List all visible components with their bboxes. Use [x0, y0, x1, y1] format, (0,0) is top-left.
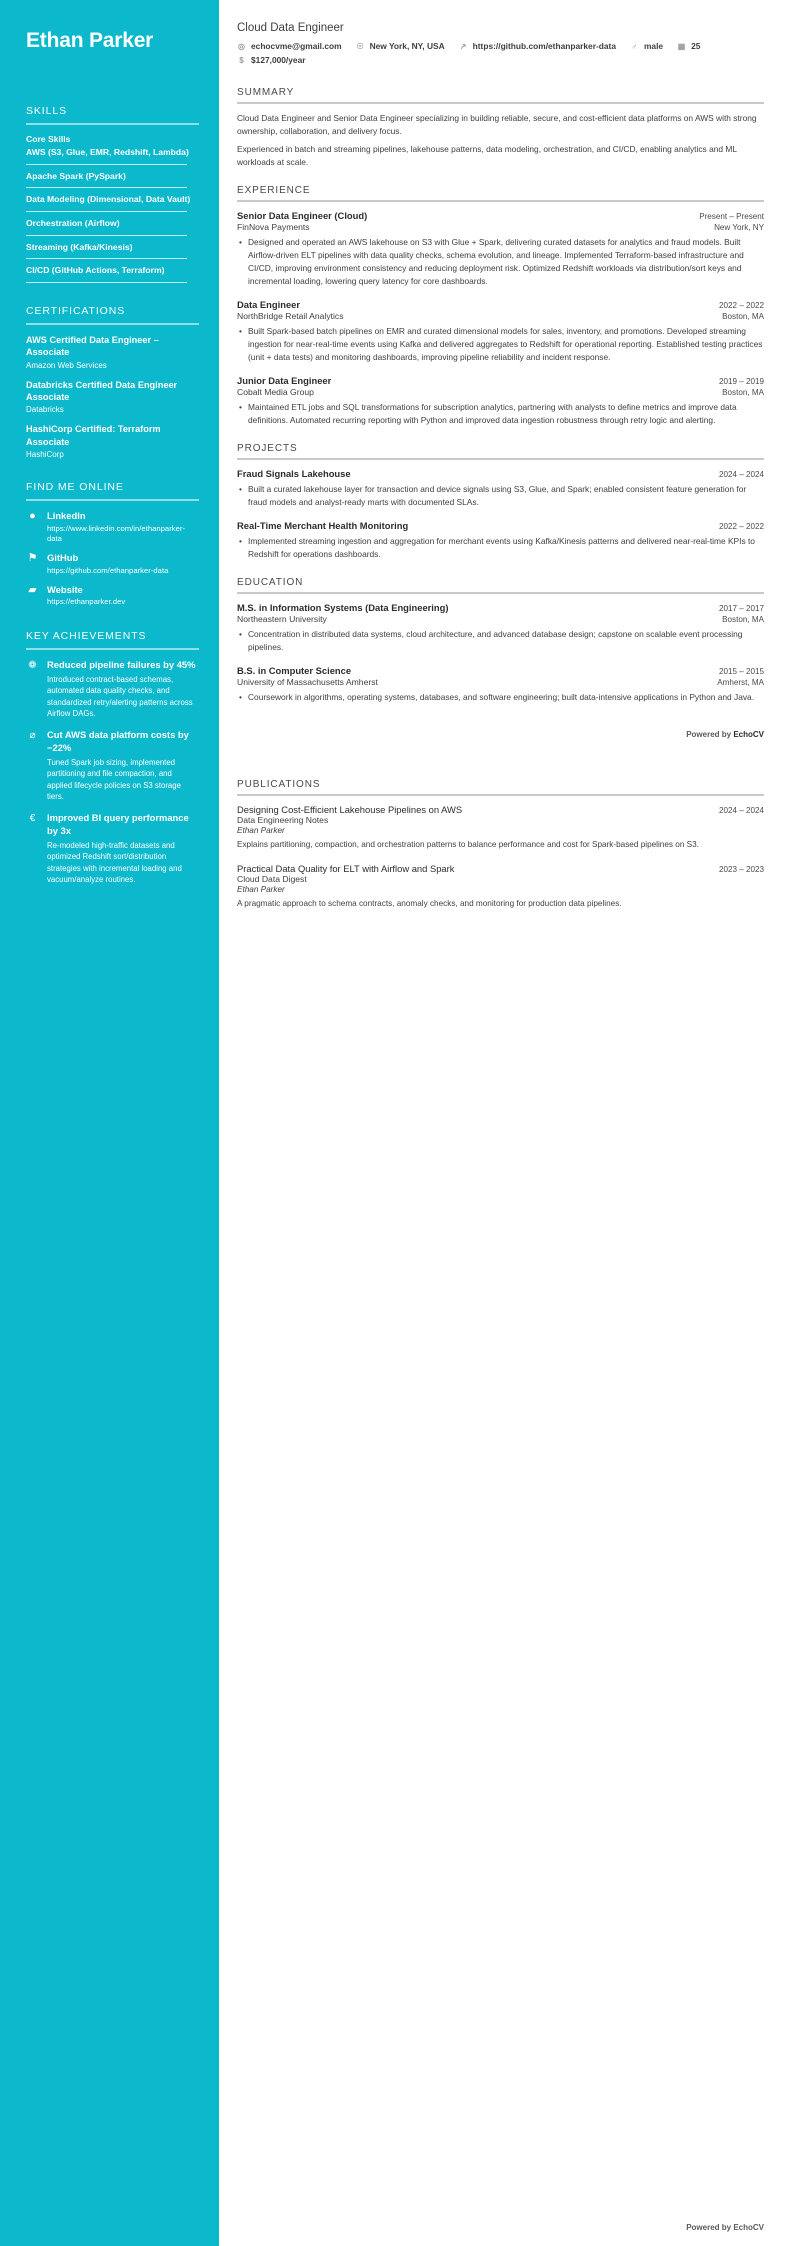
- entry-subheader: [237, 311, 764, 321]
- experience-entry: [237, 210, 764, 288]
- achievement-body: [47, 812, 199, 885]
- links-heading: FIND ME ONLINE: [26, 481, 124, 494]
- entry-subheader: [237, 677, 764, 687]
- publication-description: Explains partitioning, compaction, and orchestration patterns to balance performance and cost for Spark-based pipelines on S3.: [237, 840, 699, 850]
- section-publications: [237, 779, 764, 910]
- summary-rule: [237, 102, 764, 104]
- entry-organization: University of Massachusetts Amherst: [237, 677, 378, 688]
- online-link-body: [47, 510, 199, 544]
- skill-divider: [26, 211, 187, 212]
- powered-prefix-1: Powered by: [686, 730, 734, 740]
- bug-icon: ❁: [28, 659, 37, 671]
- publications-rule: [237, 794, 764, 796]
- entry-bullets: [237, 535, 764, 561]
- gender-icon: ♂: [631, 41, 638, 51]
- online-link-item[interactable]: [26, 510, 199, 544]
- entry-header: [237, 665, 764, 676]
- online-link-label: GitHub: [47, 552, 79, 564]
- skills-list: [26, 147, 199, 283]
- bell-off-icon: ⌀: [29, 730, 36, 742]
- achievement-item: [26, 729, 199, 802]
- certification-org: Amazon Web Services: [26, 360, 107, 370]
- online-link-label: Website: [47, 583, 83, 595]
- certification-name: Databricks Certified Data Engineer Associate: [26, 379, 178, 403]
- education-entry: [237, 665, 764, 704]
- achievement-title: Reduced pipeline failures by 45%: [47, 658, 196, 670]
- entry-bullet: • Concentration in distributed data systems, cloud architecture, and advanced database design; capstone on scalable event processing pipelines.: [237, 628, 764, 654]
- entry-bullet: • Coursework in algorithms, operating systems, databases, and software engineering; built data-intensive applications in Python and Java.: [237, 691, 764, 704]
- sidebar-section-skills: [26, 105, 199, 283]
- contact-value: 25: [691, 41, 701, 51]
- online-link-label: LinkedIn: [47, 510, 86, 522]
- publication-date: 2023 – 2023: [718, 864, 764, 874]
- projects-list: [237, 468, 764, 561]
- entry-location: Amherst, MA: [717, 678, 764, 688]
- education-entry: [237, 602, 764, 654]
- github-icon: ⚑: [27, 552, 38, 565]
- skill-divider: [26, 187, 187, 188]
- links-rule: [26, 499, 199, 501]
- entry-bullet: • Built a curated lakehouse layer for transaction and device signals using S3, Glue, and Spark; enabled consistent feature generation for fraud models and analyst-ready marts with documented SLAs.: [237, 483, 764, 509]
- publication-source: Cloud Data Digest: [237, 873, 307, 884]
- publication-entry: [237, 863, 764, 910]
- summary-heading: SUMMARY: [237, 87, 295, 98]
- links-list: [26, 510, 199, 607]
- salary-icon: $: [239, 55, 244, 65]
- entry-bullet: • Designed and operated an AWS lakehouse on S3 with Glue + Spark, delivering curated datasets for analytics and fraud models. Built Airflow-driven ELT pipelines with data quality checks, schema evolution, and lineage. Implemented Terraform-based infrastructure and CI/CD, improving environment consistency and reducing deployment risk. Optimized Redshift workloads via distribution/sort keys and incremental loading, lowering query latency for core dashboards.: [237, 236, 764, 288]
- contact-value: echocvme@gmail.com: [251, 41, 342, 51]
- entry-bullets: [237, 236, 764, 288]
- skill-item: Orchestration (Airflow): [26, 217, 120, 228]
- contact-item: [356, 41, 445, 51]
- entry-header: [237, 863, 764, 874]
- certification-org: HashiCorp: [26, 450, 64, 460]
- powered-by-footer-page2: [686, 2223, 764, 2232]
- experience-entry: [237, 375, 764, 427]
- certifications-rule: [26, 323, 199, 325]
- publication-date: 2024 – 2024: [718, 806, 764, 816]
- project-entry: [237, 468, 764, 509]
- achievement-description: Introduced contract-based schemas, automated data quality checks, and standardized retry/alerting patterns across Airflow DAGs.: [47, 674, 193, 718]
- online-link-body: [47, 584, 199, 608]
- certification-name: AWS Certified Data Engineer – Associate: [26, 334, 159, 358]
- skill-divider: [26, 258, 187, 259]
- experience-rule: [237, 200, 764, 202]
- contact-value: https://github.com/ethanparker-data: [472, 41, 616, 51]
- entry-header: [237, 468, 764, 479]
- entry-organization: FinNova Payments: [237, 222, 310, 233]
- publication-entry: [237, 804, 764, 851]
- section-projects: [237, 443, 764, 561]
- entry-location: Boston, MA: [722, 388, 764, 398]
- experience-list: [237, 210, 764, 427]
- skills-rule: [26, 123, 199, 125]
- entry-date: 2022 – 2022: [718, 522, 764, 532]
- entry-bullets: [237, 483, 764, 509]
- entry-location: New York, NY: [714, 223, 764, 233]
- skills-heading: SKILLS: [26, 105, 68, 118]
- skills-group-label: Core Skills: [26, 134, 71, 145]
- contact-item: [237, 55, 764, 65]
- entry-date: 2024 – 2024: [718, 470, 764, 480]
- skill-item: Streaming (Kafka/Kinesis): [26, 241, 133, 252]
- entry-subheader: [237, 222, 764, 232]
- education-list: [237, 602, 764, 704]
- entry-subheader: [237, 387, 764, 397]
- sidebar: [0, 0, 219, 2246]
- candidate-name: Ethan Parker: [26, 29, 154, 52]
- contact-item: [237, 41, 342, 51]
- powered-prefix-2: Powered by: [686, 2223, 734, 2232]
- publications-list: [237, 804, 764, 910]
- contact-info: [237, 41, 764, 65]
- certification-org: Databricks: [26, 405, 64, 415]
- section-experience: [237, 185, 764, 427]
- achievement-body: [47, 729, 199, 802]
- summary-body: [237, 112, 764, 169]
- certification-name: HashiCorp Certified: Terraform Associate: [26, 424, 161, 447]
- entry-header: [237, 375, 764, 386]
- entry-title: Junior Data Engineer: [237, 375, 332, 387]
- entry-location: Boston, MA: [722, 615, 764, 625]
- entry-header: [237, 602, 764, 613]
- entry-bullet: • Built Spark-based batch pipelines on EMR and curated dimensional models for sales, inventory, and promotions. Developed streaming ingestion for near-real-time events using Kafka and delivered aggregates to Redshift for operational reporting. Established testing practices (unit + data tests) and monitoring dashboards, improving pipeline reliability and incident response.: [237, 325, 764, 364]
- entry-subheader: [237, 614, 764, 624]
- sidebar-section-certifications: [26, 305, 199, 460]
- powered-by-footer-page1: [237, 730, 764, 739]
- contact-value: male: [643, 41, 664, 51]
- education-rule: [237, 592, 764, 594]
- certification-item: [26, 379, 199, 415]
- achievements-list: [26, 659, 199, 886]
- achievement-description: Tuned Spark job sizing, implemented partitioning and file compaction, and applied lifecycle policies on S3 storage tiers.: [47, 757, 181, 801]
- skill-divider: [26, 282, 187, 283]
- projects-heading: PROJECTS: [237, 443, 298, 455]
- calendar-icon: ▦: [677, 41, 686, 51]
- certification-item: [26, 423, 199, 459]
- contact-item: [677, 41, 700, 51]
- skill-item: AWS (S3, Glue, EMR, Redshift, Lambda): [26, 147, 189, 158]
- entry-header: [237, 210, 764, 221]
- section-education: [237, 577, 764, 704]
- entry-organization: NorthBridge Retail Analytics: [237, 311, 344, 322]
- location-icon: ☉: [356, 41, 364, 51]
- linkedin-icon: ●: [29, 510, 36, 523]
- entry-title: Data Engineer: [237, 299, 301, 311]
- entry-date: 2022 – 2022: [718, 301, 764, 311]
- experience-heading: EXPERIENCE: [237, 185, 311, 197]
- entry-title: M.S. in Information Systems (Data Engineering): [237, 602, 449, 614]
- entry-organization: Cobalt Media Group: [237, 387, 314, 398]
- entry-title: Fraud Signals Lakehouse: [237, 468, 351, 480]
- entry-header: [237, 520, 764, 531]
- section-summary: [237, 87, 764, 169]
- certifications-heading: CERTIFICATIONS: [26, 304, 126, 317]
- link-icon: ↗: [459, 41, 467, 51]
- achievement-description: Re-modeled high-traffic datasets and optimized Redshift sort/distribution strategies with incremental loading and vacuum/analyze routines.: [47, 840, 182, 884]
- email-icon: ◎: [238, 41, 245, 51]
- entry-title: Real-Time Merchant Health Monitoring: [237, 520, 409, 532]
- summary-paragraph: Cloud Data Engineer and Senior Data Engineer specializing in building reliable, secure, and cost-efficient data platforms on AWS with strong ownership, collaboration, and delivery focus.: [237, 113, 757, 137]
- powered-brand-1: EchoCV: [733, 730, 764, 740]
- powered-brand-2: EchoCV: [733, 2223, 764, 2232]
- entry-date: 2017 – 2017: [718, 604, 764, 614]
- sidebar-section-links: [26, 481, 199, 607]
- entry-date: Present – Present: [699, 212, 764, 222]
- contact-value: $127,000/year: [251, 55, 306, 65]
- entry-bullets: [237, 628, 764, 654]
- skill-item: Data Modeling (Dimensional, Data Vault): [26, 194, 191, 205]
- projects-rule: [237, 458, 764, 460]
- online-link-body: [47, 552, 199, 576]
- publication-author: Ethan Parker: [237, 826, 285, 836]
- project-entry: [237, 520, 764, 561]
- entry-bullet: • Implemented streaming ingestion and aggregation for merchant events using Kafka/Kinesis patterns and delivered near-real-time KPIs to Redshift for operations dashboards.: [237, 535, 764, 561]
- entry-bullets: [237, 401, 764, 427]
- online-link-url[interactable]: https://github.com/ethanparker-data: [47, 565, 169, 575]
- sidebar-section-achievements: [26, 630, 199, 886]
- euro-icon: €: [29, 813, 36, 825]
- contact-item: [459, 41, 616, 51]
- entry-bullet: • Maintained ETL jobs and SQL transformations for subscription analytics, partnering with analysts to define metrics and improve data definitions. Automated recurring reporting with Python and improved data ingestion robustness through retry logic and alerting.: [237, 401, 764, 427]
- achievement-item: [26, 812, 199, 885]
- main-content: [219, 0, 794, 2246]
- online-link-url[interactable]: https://ethanparker.dev: [47, 597, 126, 607]
- experience-entry: [237, 299, 764, 364]
- entry-bullets: [237, 691, 764, 704]
- publication-title: Designing Cost-Efficient Lakehouse Pipelines on AWS: [237, 804, 463, 816]
- publications-heading: PUBLICATIONS: [237, 779, 321, 791]
- achievement-body: [47, 659, 199, 720]
- certification-item: [26, 334, 199, 370]
- entry-date: 2015 – 2015: [718, 667, 764, 677]
- entry-title: B.S. in Computer Science: [237, 665, 352, 677]
- page-break-spacer: [237, 739, 764, 779]
- certifications-list: [26, 334, 199, 460]
- skill-divider: [26, 164, 187, 165]
- achievements-heading: KEY ACHIEVEMENTS: [26, 629, 147, 642]
- skill-item: CI/CD (GitHub Actions, Terraform): [26, 265, 165, 276]
- entry-header: [237, 804, 764, 815]
- achievement-title: Cut AWS data platform costs by −22%: [47, 729, 189, 753]
- education-heading: EDUCATION: [237, 577, 304, 589]
- entry-title: Senior Data Engineer (Cloud): [237, 210, 368, 222]
- entry-location: Boston, MA: [722, 312, 764, 322]
- contact-item: [630, 41, 663, 51]
- achievement-title: Improved BI query performance by 3x: [47, 812, 189, 836]
- achievements-rule: [26, 648, 199, 650]
- publication-author: Ethan Parker: [237, 884, 285, 894]
- contact-value: New York, NY, USA: [369, 41, 445, 51]
- entry-header: [237, 299, 764, 310]
- entry-date: 2019 – 2019: [718, 377, 764, 387]
- publication-title: Practical Data Quality for ELT with Airflow and Spark: [237, 862, 455, 874]
- skill-item: Apache Spark (PySpark): [26, 170, 126, 181]
- publication-description: A pragmatic approach to schema contracts, anomaly checks, and monitoring for production data pipelines.: [237, 898, 622, 908]
- role-title: Cloud Data Engineer: [237, 22, 344, 34]
- publication-source: Data Engineering Notes: [237, 815, 329, 826]
- online-link-item[interactable]: [26, 552, 199, 576]
- achievement-item: [26, 659, 199, 720]
- entry-bullets: [237, 325, 764, 364]
- entry-organization: Northeastern University: [237, 614, 327, 625]
- skill-divider: [26, 235, 187, 236]
- website-icon: ▰: [28, 583, 37, 596]
- online-link-item[interactable]: [26, 584, 199, 608]
- online-link-url[interactable]: https://www.linkedin.com/in/ethanparker-data: [47, 523, 186, 543]
- summary-paragraph: Experienced in batch and streaming pipelines, lakehouse patterns, data modeling, orchestration, and CI/CD, enabling analytics and ML workloads at scale.: [237, 144, 737, 168]
